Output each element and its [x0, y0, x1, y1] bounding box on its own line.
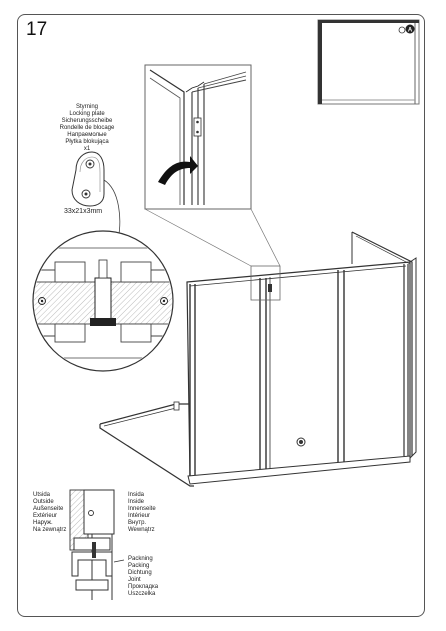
inside-label: Inside [128, 499, 145, 505]
locking-plate-dimension: 33x21x3mm [64, 208, 103, 215]
packing-label: Прокладка [128, 584, 159, 590]
packing-label: Packing [128, 563, 150, 569]
locking-plate-quantity: x1 [83, 146, 91, 152]
step-number: 17 [26, 19, 48, 40]
circular-detail-view [33, 231, 173, 371]
outside-label: Extérieur [33, 513, 58, 519]
outside-label: Наруж. [33, 520, 53, 526]
outside-label: Außenseite [33, 506, 64, 512]
locking-plate-label: Sicherungsscheibe [61, 118, 113, 124]
outside-label: Outside [33, 499, 54, 505]
corner-badge [406, 25, 415, 34]
locking-plate-label: Styrning [75, 104, 98, 110]
packing-label: Uszczelka [128, 591, 156, 597]
packing-label: Packning [128, 556, 153, 562]
profile-detail-view [145, 65, 251, 209]
cross-section-view [70, 490, 124, 600]
locking-plate-label: Locking plate [69, 111, 105, 117]
locking-plate-label: Płytka blokująca [65, 139, 109, 145]
inside-label: Innenseite [128, 506, 156, 512]
locking-plate [72, 152, 104, 206]
inside-label: Внутр. [128, 520, 147, 526]
locking-plate-label: Напраемолые [67, 132, 107, 138]
packing-label: Dichtung [128, 570, 152, 576]
outside-label: Na zewnątrz [33, 527, 67, 533]
corner-badge-letter: A [407, 27, 413, 34]
locking-plate-label: Rondelle de blocage [59, 125, 115, 131]
inside-label: Wewnątrz [128, 527, 155, 533]
inside-label: Intérieur [128, 513, 151, 519]
outside-label: Utsida [33, 492, 51, 498]
inside-label: Insida [128, 492, 145, 498]
plan-view-thumbnail [318, 20, 419, 104]
packing-label: Joint [128, 577, 141, 583]
